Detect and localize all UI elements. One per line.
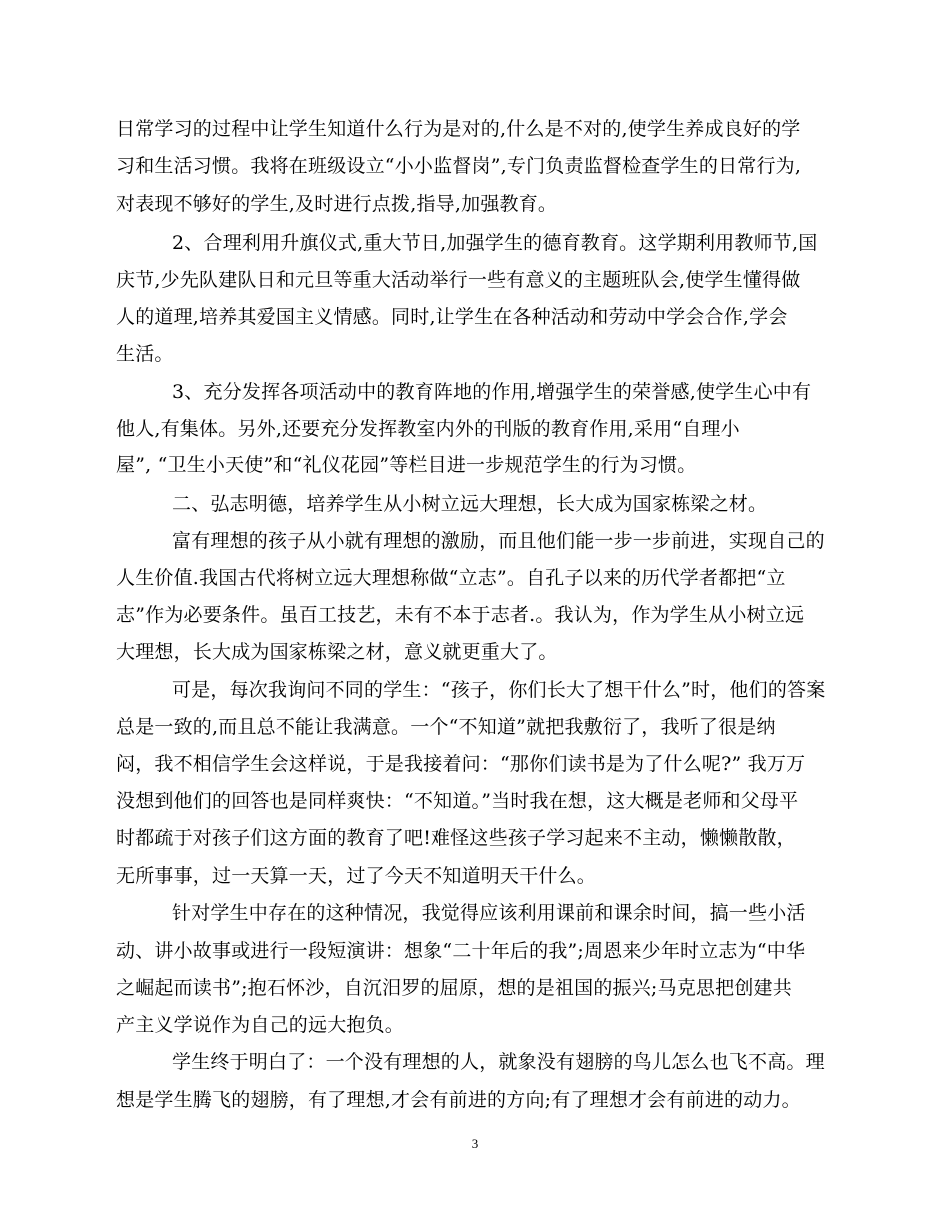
text-line: 动、讲小故事或进行一段短演讲：想象“二十年后的我”;周恩来少年时立志为“中华 [116,940,806,962]
text-line: 想是学生腾飞的翅膀，有了理想,才会有前进的方向;有了理想才会有前进的动力。 [116,1089,801,1111]
text-line: 时都疏于对孩子们这方面的教育了吧!难怪这些孩子学习起来不主动，懒懒散散， [116,827,796,849]
text-line: 日常学习的过程中让学生知道什么行为是对的,什么是不对的,使学生养成良好的学 [116,118,801,140]
text-line: 3、充分发挥各项活动中的教育阵地的作用,增强学生的荣誉感,使学生心中有 [172,381,812,403]
text-line: 没想到他们的回答也是同样爽快：“不知道。”当时我在想，这大概是老师和父母平 [116,790,799,812]
text-line: 2、合理利用升旗仪式,重大节日,加强学生的德育教育。这学期利用教师节,国 [172,232,818,254]
text-line: 学生终于明白了：一个没有理想的人，就象没有翅膀的鸟儿怎么也飞不高。理 [172,1051,825,1073]
text-line: 针对学生中存在的这种情况，我觉得应该利用课前和课余时间，搞一些小活 [172,902,806,924]
text-line: 大理想，长大成为国家栋梁之材，意义就更重大了。 [116,641,558,663]
text-line: 闷，我不相信学生会这样说，于是我接着问：“那你们读书是为了什么呢?” 我万万 [116,753,806,775]
text-line: 总是一致的,而且总不能让我满意。一个“不知道”就把我敷衍了，我听了很是纳 [116,716,776,738]
text-line: 对表现不够好的学生,及时进行点拨,指导,加强教育。 [116,193,558,215]
text-line: 庆节,少先队建队日和元旦等重大活动举行一些有意义的主题班队会,使学生懂得做 [116,269,801,291]
text-line: 二、弘志明德，培养学生从小树立远大理想，长大成为国家栋梁之材。 [172,493,768,515]
text-line: 可是，每次我询问不同的学生：“孩子，你们长大了想干什么”时，他们的答案 [172,679,826,701]
text-line: 生活。 [116,343,174,365]
text-line: 之崛起而读书”;抱石怀沙，自沉汨罗的屈原，想的是祖国的振兴;马克思把创建共 [116,977,792,999]
text-line: 志”作为必要条件。虽百工技艺，未有不本于志者.。我认为，作为学生从小树立远 [116,604,805,626]
page-number: 3 [471,1136,479,1151]
text-line: 人的道理,培养其爱国主义情感。同时,让学生在各种活动和劳动中学会合作,学会 [116,306,788,328]
text-line: 他人,有集体。另外,还要充分发挥教室内外的刊版的教育作用,采用“自理小 [116,418,740,440]
text-line: 习和生活习惯。我将在班级设立“小小监督岗”,专门负责监督检查学生的日常行为, [116,155,802,177]
text-line: 屋”, “卫生小天使”和“礼仪花园”等栏目进一步规范学生的行为习惯。 [116,454,697,476]
text-line: 产主义学说作为自己的远大抱负。 [116,1014,405,1036]
text-line: 无所事事，过一天算一天，过了今天不知道明天干什么。 [116,865,597,887]
text-line: 人生价值.我国古代将树立远大理想称做“立志”。自孔子以来的历代学者都把“立 [116,567,786,589]
text-line: 富有理想的孩子从小就有理想的激励，而且他们能一步一步前进，实现自己的 [172,530,825,552]
